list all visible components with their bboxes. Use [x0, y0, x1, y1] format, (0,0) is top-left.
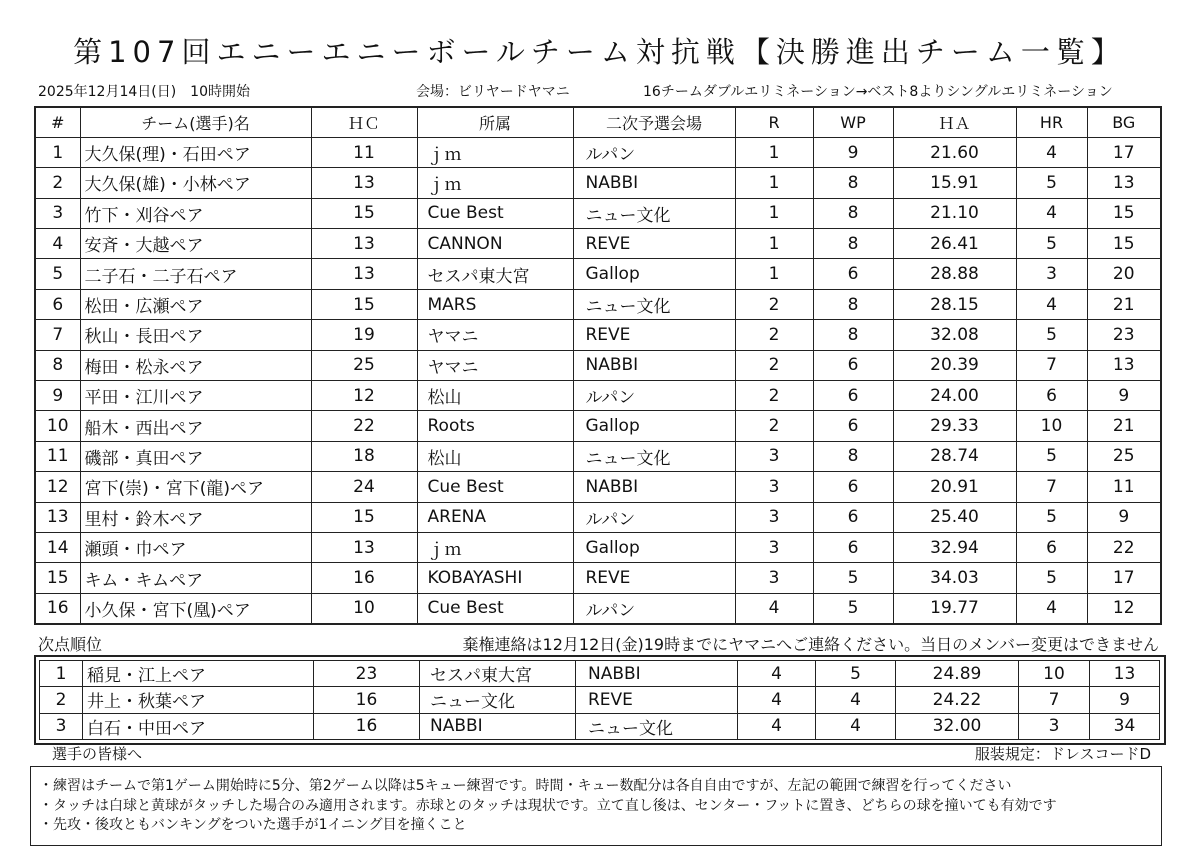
note-item: ・タッチは白球と黄球がタッチした場合のみ適用されます。赤球とのタッチは現状です。立て直し後は、センター・フットに置き、どちらの球を撞いても有効です: [39, 797, 1057, 814]
affiliation-cell: ニュー文化: [420, 687, 576, 713]
hc-cell: 15: [311, 502, 417, 532]
note-item: ・先攻・後攻ともバンキングをついた選手が1イニング目を撞くこと: [39, 817, 467, 833]
table-row: [35, 198, 1161, 228]
next-rank-table: [39, 660, 1160, 740]
dress-code: 服装規定：ドレスコードD: [974, 745, 1151, 763]
col-header-team: チーム(選手)名: [80, 107, 311, 137]
team-name-cell: 平田・江川ペア: [80, 381, 311, 411]
bg-cell: 13: [1087, 350, 1161, 380]
venue-cell: ニュー文化: [573, 441, 735, 471]
venue-cell: NABBI: [573, 350, 735, 380]
col-header-affiliation: 所属: [417, 107, 573, 137]
hr-cell: 5: [1016, 563, 1087, 593]
venue-cell: NABBI: [576, 661, 738, 687]
next-rank-row: [40, 661, 1160, 687]
r-cell: 2: [735, 320, 813, 350]
hr-cell: 4: [1016, 198, 1087, 228]
hc-cell: 13: [311, 259, 417, 289]
venue-cell: REVE: [576, 687, 738, 713]
ha-cell: 28.88: [893, 259, 1016, 289]
wp-cell: 6: [813, 502, 893, 532]
wp-cell: 6: [813, 532, 893, 562]
table-row: [35, 320, 1161, 350]
bg-cell: 17: [1087, 137, 1161, 167]
rank-cell: 7: [35, 320, 80, 350]
hr-cell: 3: [1016, 259, 1087, 289]
ha-cell: 24.00: [893, 381, 1016, 411]
hc-cell: 15: [311, 289, 417, 319]
venue-cell: ニュー文化: [573, 289, 735, 319]
r-cell: 1: [735, 259, 813, 289]
r-cell: 2: [735, 350, 813, 380]
affiliation-cell: CANNON: [417, 229, 573, 259]
hc-cell: 13: [311, 168, 417, 198]
r-cell: 1: [735, 198, 813, 228]
table-row: [35, 411, 1161, 441]
hc-cell: 16: [314, 687, 420, 713]
ha-cell: 28.15: [893, 289, 1016, 319]
venue-cell: REVE: [573, 563, 735, 593]
table-row: [35, 472, 1161, 502]
affiliation-cell: NABBI: [420, 713, 576, 739]
ha-cell: 24.22: [896, 687, 1019, 713]
hr-cell: 5: [1016, 168, 1087, 198]
team-name-cell: 小久保・宮下(凰)ペア: [80, 593, 311, 623]
rank-cell: 12: [35, 472, 80, 502]
ha-cell: 34.03: [893, 563, 1016, 593]
hr-cell: 5: [1016, 441, 1087, 471]
next-rank-label: 次点順位: [38, 635, 103, 654]
hr-cell: 6: [1016, 381, 1087, 411]
team-name-cell: 瀬頭・巾ペア: [80, 532, 311, 562]
ha-cell: 26.41: [893, 229, 1016, 259]
bg-cell: 13: [1087, 168, 1161, 198]
forfeit-notice: 棄権連絡は12月12日(金)19時までにヤマニへご連絡ください。当日のメンバー変更はできません: [462, 635, 1159, 654]
team-name-cell: 船木・西出ペア: [80, 411, 311, 441]
rank-cell: 3: [35, 198, 80, 228]
r-cell: 1: [735, 168, 813, 198]
team-name-cell: 秋山・長田ペア: [80, 320, 311, 350]
wp-cell: 6: [813, 259, 893, 289]
team-name-cell: 里村・鈴木ペア: [80, 502, 311, 532]
bg-cell: 25: [1087, 441, 1161, 471]
r-cell: 3: [735, 472, 813, 502]
ha-cell: 28.74: [893, 441, 1016, 471]
bg-cell: 20: [1087, 259, 1161, 289]
hr-cell: 7: [1019, 687, 1090, 713]
affiliation-cell: MARS: [417, 289, 573, 319]
wp-cell: 5: [816, 661, 896, 687]
hr-cell: 4: [1016, 593, 1087, 623]
affiliation-cell: セスパ東大宮: [417, 259, 573, 289]
hc-cell: 23: [314, 661, 420, 687]
ha-cell: 25.40: [893, 502, 1016, 532]
bg-cell: 21: [1087, 411, 1161, 441]
wp-cell: 5: [813, 593, 893, 623]
r-cell: 3: [735, 441, 813, 471]
notes-box: [30, 766, 1162, 846]
bg-cell: 13: [1090, 661, 1160, 687]
wp-cell: 8: [813, 229, 893, 259]
col-header-hc: ＨＣ: [311, 107, 417, 137]
bg-cell: 15: [1087, 229, 1161, 259]
affiliation-cell: 松山: [417, 381, 573, 411]
r-cell: 4: [738, 713, 816, 739]
team-name-cell: 白石・中田ペア: [83, 713, 314, 739]
venue-cell: NABBI: [573, 168, 735, 198]
table-header-row: [35, 107, 1161, 137]
bg-cell: 17: [1087, 563, 1161, 593]
affiliation-cell: ヤマニ: [417, 320, 573, 350]
team-name-cell: 宮下(崇)・宮下(龍)ペア: [80, 472, 311, 502]
wp-cell: 8: [813, 441, 893, 471]
affiliation-cell: ｊｍ: [417, 168, 573, 198]
wp-cell: 8: [813, 168, 893, 198]
wp-cell: 8: [813, 198, 893, 228]
venue-cell: ルパン: [573, 502, 735, 532]
venue: 会場：ビリヤードヤマニ: [416, 84, 570, 100]
bg-cell: 15: [1087, 198, 1161, 228]
hc-cell: 13: [311, 532, 417, 562]
hr-cell: 7: [1016, 472, 1087, 502]
hr-cell: 5: [1016, 502, 1087, 532]
rank-cell: 9: [35, 381, 80, 411]
ha-cell: 24.89: [896, 661, 1019, 687]
r-cell: 2: [735, 381, 813, 411]
ha-cell: 21.60: [893, 137, 1016, 167]
next-rank-row: [40, 713, 1160, 739]
table-row: [35, 289, 1161, 319]
rank-cell: 10: [35, 411, 80, 441]
col-header-hr: HR: [1016, 107, 1087, 137]
affiliation-cell: 松山: [417, 441, 573, 471]
affiliation-cell: KOBAYASHI: [417, 563, 573, 593]
hc-cell: 11: [311, 137, 417, 167]
team-name-cell: 稲見・江上ペア: [83, 661, 314, 687]
affiliation-cell: Cue Best: [417, 472, 573, 502]
rank-cell: 14: [35, 532, 80, 562]
ha-cell: 15.91: [893, 168, 1016, 198]
wp-cell: 8: [813, 289, 893, 319]
rank-cell: 15: [35, 563, 80, 593]
bg-cell: 12: [1087, 593, 1161, 623]
ha-cell: 29.33: [893, 411, 1016, 441]
team-name-cell: 大久保(理)・石田ペア: [80, 137, 311, 167]
venue-cell: Gallop: [573, 532, 735, 562]
r-cell: 1: [735, 137, 813, 167]
table-row: [35, 441, 1161, 471]
venue-cell: ルパン: [573, 137, 735, 167]
wp-cell: 4: [816, 687, 896, 713]
bg-cell: 21: [1087, 289, 1161, 319]
affiliation-cell: Cue Best: [417, 593, 573, 623]
r-cell: 3: [735, 502, 813, 532]
rank-cell: 6: [35, 289, 80, 319]
bg-cell: 11: [1087, 472, 1161, 502]
page-title: 第107回エニーエニーボールチーム対抗戦【決勝進出チーム一覧】: [73, 35, 1126, 69]
col-header-venue: 二次予選会場: [573, 107, 735, 137]
team-name-cell: 安斉・大越ペア: [80, 229, 311, 259]
note-item: ・練習はチームで第1ゲーム開始時に5分、第2ゲーム以降は5キュー練習です。時間・キュー数配分は各自自由ですが、左記の範囲で練習を行ってください: [39, 778, 1012, 794]
wp-cell: 8: [813, 320, 893, 350]
tournament-format: 16チームダブルエリミネーション→ベスト8よりシングルエリミネーション: [643, 84, 1113, 100]
wp-cell: 6: [813, 381, 893, 411]
team-name-cell: 竹下・刈谷ペア: [80, 198, 311, 228]
table-row: [35, 137, 1161, 167]
team-name-cell: 磯部・真田ペア: [80, 441, 311, 471]
r-cell: 1: [735, 229, 813, 259]
bg-cell: 23: [1087, 320, 1161, 350]
team-name-cell: 大久保(雄)・小林ペア: [80, 168, 311, 198]
finalist-table: [34, 106, 1162, 625]
hc-cell: 16: [311, 563, 417, 593]
hr-cell: 4: [1016, 137, 1087, 167]
hc-cell: 10: [311, 593, 417, 623]
wp-cell: 6: [813, 350, 893, 380]
ha-cell: 32.94: [893, 532, 1016, 562]
rank-cell: 1: [35, 137, 80, 167]
hr-cell: 5: [1016, 229, 1087, 259]
table-row: [35, 350, 1161, 380]
table-row: [35, 532, 1161, 562]
rank-cell: 5: [35, 259, 80, 289]
r-cell: 2: [735, 289, 813, 319]
team-name-cell: キム・キムペア: [80, 563, 311, 593]
event-date: 2025年12月14日(日) 10時開始: [38, 84, 250, 100]
col-header-r: R: [735, 107, 813, 137]
venue-cell: NABBI: [573, 472, 735, 502]
hr-cell: 5: [1016, 320, 1087, 350]
team-name-cell: 井上・秋葉ペア: [83, 687, 314, 713]
r-cell: 4: [738, 661, 816, 687]
rank-cell: 2: [40, 687, 83, 713]
venue-cell: Gallop: [573, 411, 735, 441]
affiliation-cell: ARENA: [417, 502, 573, 532]
r-cell: 3: [735, 532, 813, 562]
ha-cell: 19.77: [893, 593, 1016, 623]
venue-cell: ルパン: [573, 381, 735, 411]
rank-cell: 3: [40, 713, 83, 739]
ha-cell: 20.91: [893, 472, 1016, 502]
r-cell: 4: [738, 687, 816, 713]
hc-cell: 13: [311, 229, 417, 259]
rank-cell: 13: [35, 502, 80, 532]
bg-cell: 9: [1087, 502, 1161, 532]
col-header-number: #: [35, 107, 80, 137]
wp-cell: 4: [816, 713, 896, 739]
affiliation-cell: セスパ東大宮: [420, 661, 576, 687]
team-name-cell: 二子石・二子石ペア: [80, 259, 311, 289]
rank-cell: 2: [35, 168, 80, 198]
affiliation-cell: Cue Best: [417, 198, 573, 228]
r-cell: 2: [735, 411, 813, 441]
wp-cell: 6: [813, 472, 893, 502]
affiliation-cell: ｊｍ: [417, 137, 573, 167]
next-rank-box: [34, 655, 1166, 745]
venue-cell: ニュー文化: [576, 713, 738, 739]
venue-cell: Gallop: [573, 259, 735, 289]
hr-cell: 4: [1016, 289, 1087, 319]
team-name-cell: 松田・広瀬ペア: [80, 289, 311, 319]
col-header-bg: BG: [1087, 107, 1161, 137]
affiliation-cell: Roots: [417, 411, 573, 441]
wp-cell: 5: [813, 563, 893, 593]
table-row: [35, 593, 1161, 623]
next-rank-row: [40, 687, 1160, 713]
r-cell: 4: [735, 593, 813, 623]
col-header-ha: ＨＡ: [893, 107, 1016, 137]
rank-cell: 4: [35, 229, 80, 259]
hc-cell: 15: [311, 198, 417, 228]
hc-cell: 12: [311, 381, 417, 411]
bg-cell: 34: [1090, 713, 1160, 739]
hr-cell: 3: [1019, 713, 1090, 739]
hc-cell: 24: [311, 472, 417, 502]
hr-cell: 10: [1016, 411, 1087, 441]
hc-cell: 25: [311, 350, 417, 380]
rank-cell: 1: [40, 661, 83, 687]
venue-cell: ニュー文化: [573, 198, 735, 228]
bg-cell: 9: [1090, 687, 1160, 713]
r-cell: 3: [735, 563, 813, 593]
rank-cell: 16: [35, 593, 80, 623]
ha-cell: 20.39: [893, 350, 1016, 380]
venue-cell: ルパン: [573, 593, 735, 623]
wp-cell: 6: [813, 411, 893, 441]
hr-cell: 10: [1019, 661, 1090, 687]
wp-cell: 9: [813, 137, 893, 167]
hc-cell: 22: [311, 411, 417, 441]
ha-cell: 21.10: [893, 198, 1016, 228]
hr-cell: 7: [1016, 350, 1087, 380]
venue-cell: REVE: [573, 229, 735, 259]
table-row: [35, 229, 1161, 259]
table-row: [35, 168, 1161, 198]
hc-cell: 19: [311, 320, 417, 350]
table-row: [35, 259, 1161, 289]
team-name-cell: 梅田・松永ペア: [80, 350, 311, 380]
col-header-wp: WP: [813, 107, 893, 137]
table-row: [35, 563, 1161, 593]
bg-cell: 9: [1087, 381, 1161, 411]
ha-cell: 32.00: [896, 713, 1019, 739]
table-row: [35, 502, 1161, 532]
rank-cell: 8: [35, 350, 80, 380]
hr-cell: 6: [1016, 532, 1087, 562]
hc-cell: 18: [311, 441, 417, 471]
rank-cell: 11: [35, 441, 80, 471]
ha-cell: 32.08: [893, 320, 1016, 350]
affiliation-cell: ヤマニ: [417, 350, 573, 380]
hc-cell: 16: [314, 713, 420, 739]
venue-cell: REVE: [573, 320, 735, 350]
table-row: [35, 381, 1161, 411]
greeting: 選手の皆様へ: [52, 745, 143, 763]
affiliation-cell: ｊｍ: [417, 532, 573, 562]
bg-cell: 22: [1087, 532, 1161, 562]
